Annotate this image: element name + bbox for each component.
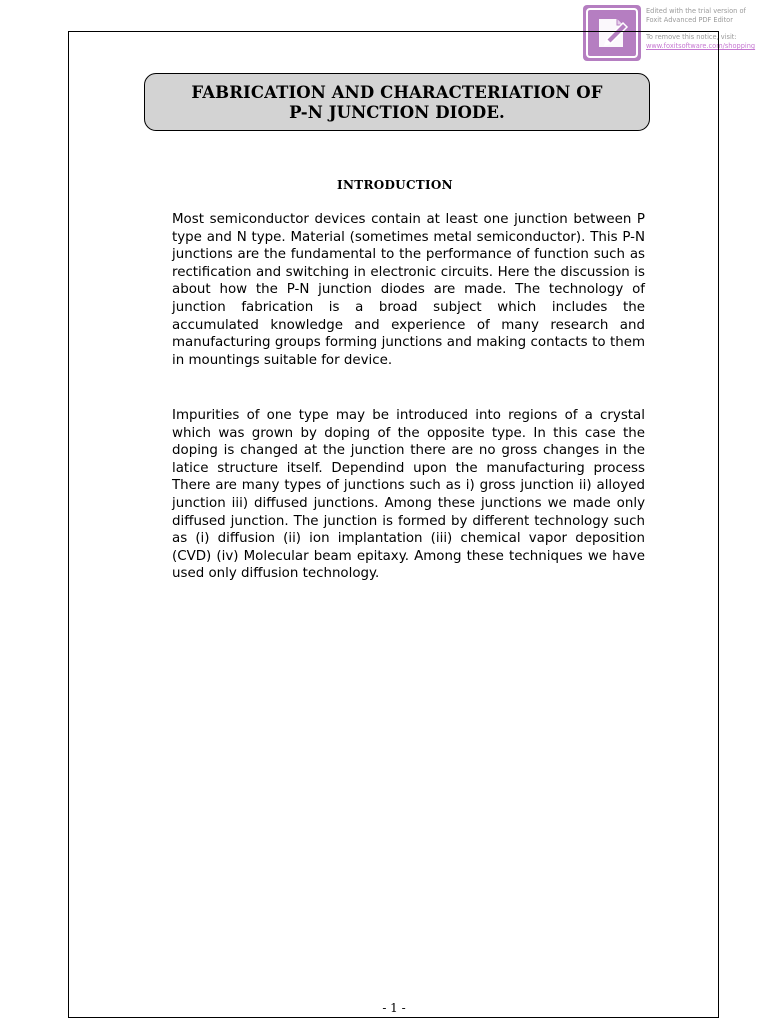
watermark-line: To remove this notice, visit: xyxy=(646,33,737,41)
watermark-line: Foxit Advanced PDF Editor xyxy=(646,16,733,24)
document-title-line1: FABRICATION AND CHARACTERIATION OF xyxy=(191,83,603,102)
page-number: - 1 - xyxy=(382,1001,406,1015)
document-title-line2: P-N JUNCTION DIODE. xyxy=(289,103,505,122)
paragraph: Impurities of one type may be introduced into regions of a crystal which was grown by doping of the opposite type. In this case the doping is changed at the junction there are no gross changes in the latice structure itself. Dependind upon the manufacturing process There are many types of junctions such as i) gross junction ii) alloyed junction iii) diffused junctions. Among these junctions we made only diffused junction. The junction is formed by different technology such as (i) diffusion (ii) ion implantation (iii) chemical vapor deposition (CVD) (iv) Molecular beam epitaxy. Among these techniques we have used only diffusion technology. xyxy=(172,408,645,582)
watermark-link[interactable]: www.foxitsoftware.com/shopping xyxy=(646,42,756,50)
paragraph: Most semiconductor devices contain at least one junction between P type and N type. Material (sometimes metal semiconductor). This P-N junctions are the fundamental to the performance of function such as rectification and switching in electronic circuits. Here the discussion is about how the P-N junction diodes are made. The technology of junction fabrication is a broad subject which includes the accumulated knowledge and experience of many research and manufacturing groups forming junctions and making contacts to them in mountings suitable for device. xyxy=(172,212,645,368)
document-title-box xyxy=(144,73,650,131)
watermark-line: Edited with the trial version of xyxy=(646,7,746,15)
section-heading: INTRODUCTION xyxy=(337,178,453,192)
